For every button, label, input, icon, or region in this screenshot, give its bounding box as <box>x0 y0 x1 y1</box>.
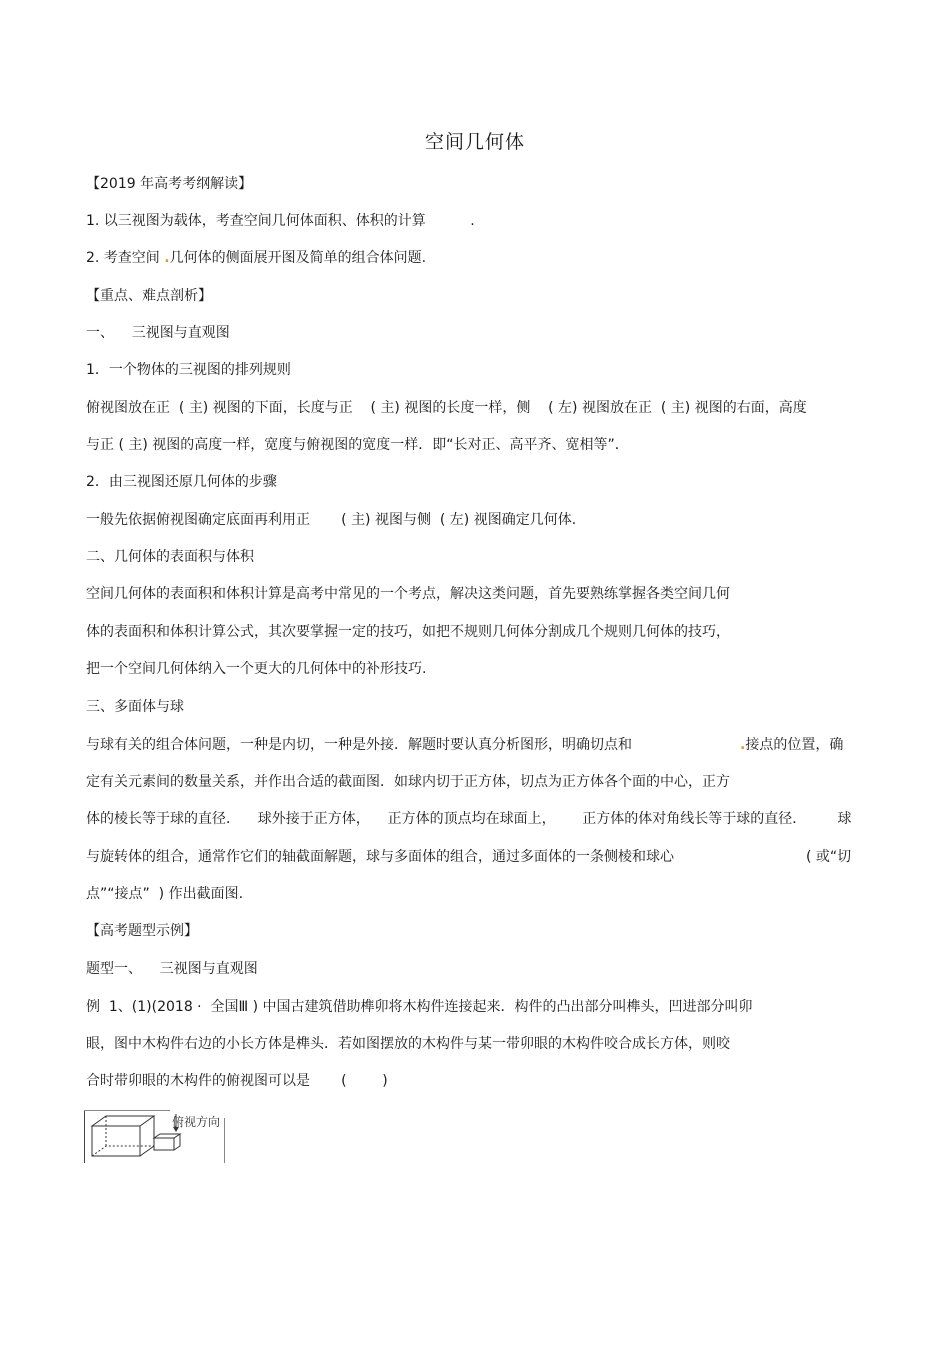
subsection-heading: 1．一个物体的三视图的排列规则 <box>86 362 291 378</box>
paragraph-line: 与旋转体的组合，通常作它们的轴截面解题，球与多面体的组合，通过多面体的一条侧棱和球心 <box>86 849 674 865</box>
subsection-heading: 2．由三视图还原几何体的步骤 <box>86 474 277 490</box>
paragraph-line: 一般先依据俯视图确定底面再利用正 ( 主) 视图与侧 ( 左) 视图确定几何体. <box>86 512 577 528</box>
page-title: 空间几何体 <box>424 131 525 153</box>
paragraph-line: 俯视图放在正 ( 主) 视图的下面，长度与正 ( 主) 视图的长度一样，侧 ( 左) 视图放在正 ( 主) 视图的右面，高度 <box>86 400 807 416</box>
paragraph-line-tail: ( 或“切 <box>806 849 852 865</box>
question-type-heading: 题型一、 三视图与直观图 <box>86 961 258 977</box>
section-heading-1: 一、 三视图与直观图 <box>86 325 230 341</box>
example-line: 合时带卯眼的木构件的俯视图可以是 ( ) <box>86 1073 388 1089</box>
paragraph-line: 与球有关的组合体问题，一种是内切，一种是外接．解题时要认真分析图形，明确切点和 <box>86 737 632 753</box>
syllabus-item-1: 1. 以三视图为载体，考查空间几何体面积、体积的计算 . <box>86 213 475 229</box>
stray-dot-mark: . <box>164 250 170 266</box>
syllabus-header: 【2019 年高考考纲解读】 <box>86 176 253 192</box>
example-line: 例 1、(1)(2018 · 全国Ⅲ ) 中国古建筑借助榫卯将木构件连接起来．构件的凸出部分叫榫头，凹进部分叫卯 <box>86 999 753 1015</box>
paragraph-line: 把一个空间几何体纳入一个更大的几何体中的补形技巧. <box>86 661 427 677</box>
paragraph-line: 体的棱长等于球的直径． 球外接于正方体， 正方体的顶点均在球面上， 正方体的体对角线长等于球的直径． 球 <box>86 811 852 827</box>
section-heading-3: 三、多面体与球 <box>86 699 184 715</box>
paragraph-line: 与正 ( 主) 视图的高度一样，宽度与俯视图的宽度一样．即“长对正、高平齐、宽相等”． <box>86 437 629 453</box>
view-direction-label: 俯视方向 <box>172 1115 221 1129</box>
example-line: 眼，图中木构件右边的小长方体是榫头．若如图摆放的木构件与某一带卯眼的木构件咬合成长方体，则咬 <box>86 1036 730 1052</box>
syllabus-item-2: 2. 考查空间 .几何体的侧面展开图及简单的组合体问题. <box>86 250 427 266</box>
section-heading-2: 二、几何体的表面积与体积 <box>86 549 254 565</box>
paragraph-line: 定有关元素间的数量关系，并作出合适的截面图．如球内切于正方体，切点为正方体各个面的中心，正方 <box>86 774 730 790</box>
paragraph-line-tail: .接点的位置，确 <box>740 737 844 753</box>
paragraph-line: 体的表面积和体积计算公式，其次要掌握一定的技巧，如把不规则几何体分割成几个规则几何体的技巧， <box>86 624 730 640</box>
stray-dot-mark: . <box>740 737 746 753</box>
examples-header: 【高考题型示例】 <box>86 923 198 939</box>
paragraph-line: 空间几何体的表面积和体积计算是高考中常见的一个考点，解决这类问题，首先要熟练掌握各类空间几何 <box>86 586 730 602</box>
paragraph-line: 点”“接点” ) 作出截面图. <box>86 886 244 902</box>
analysis-header: 【重点、难点剖析】 <box>86 288 212 304</box>
